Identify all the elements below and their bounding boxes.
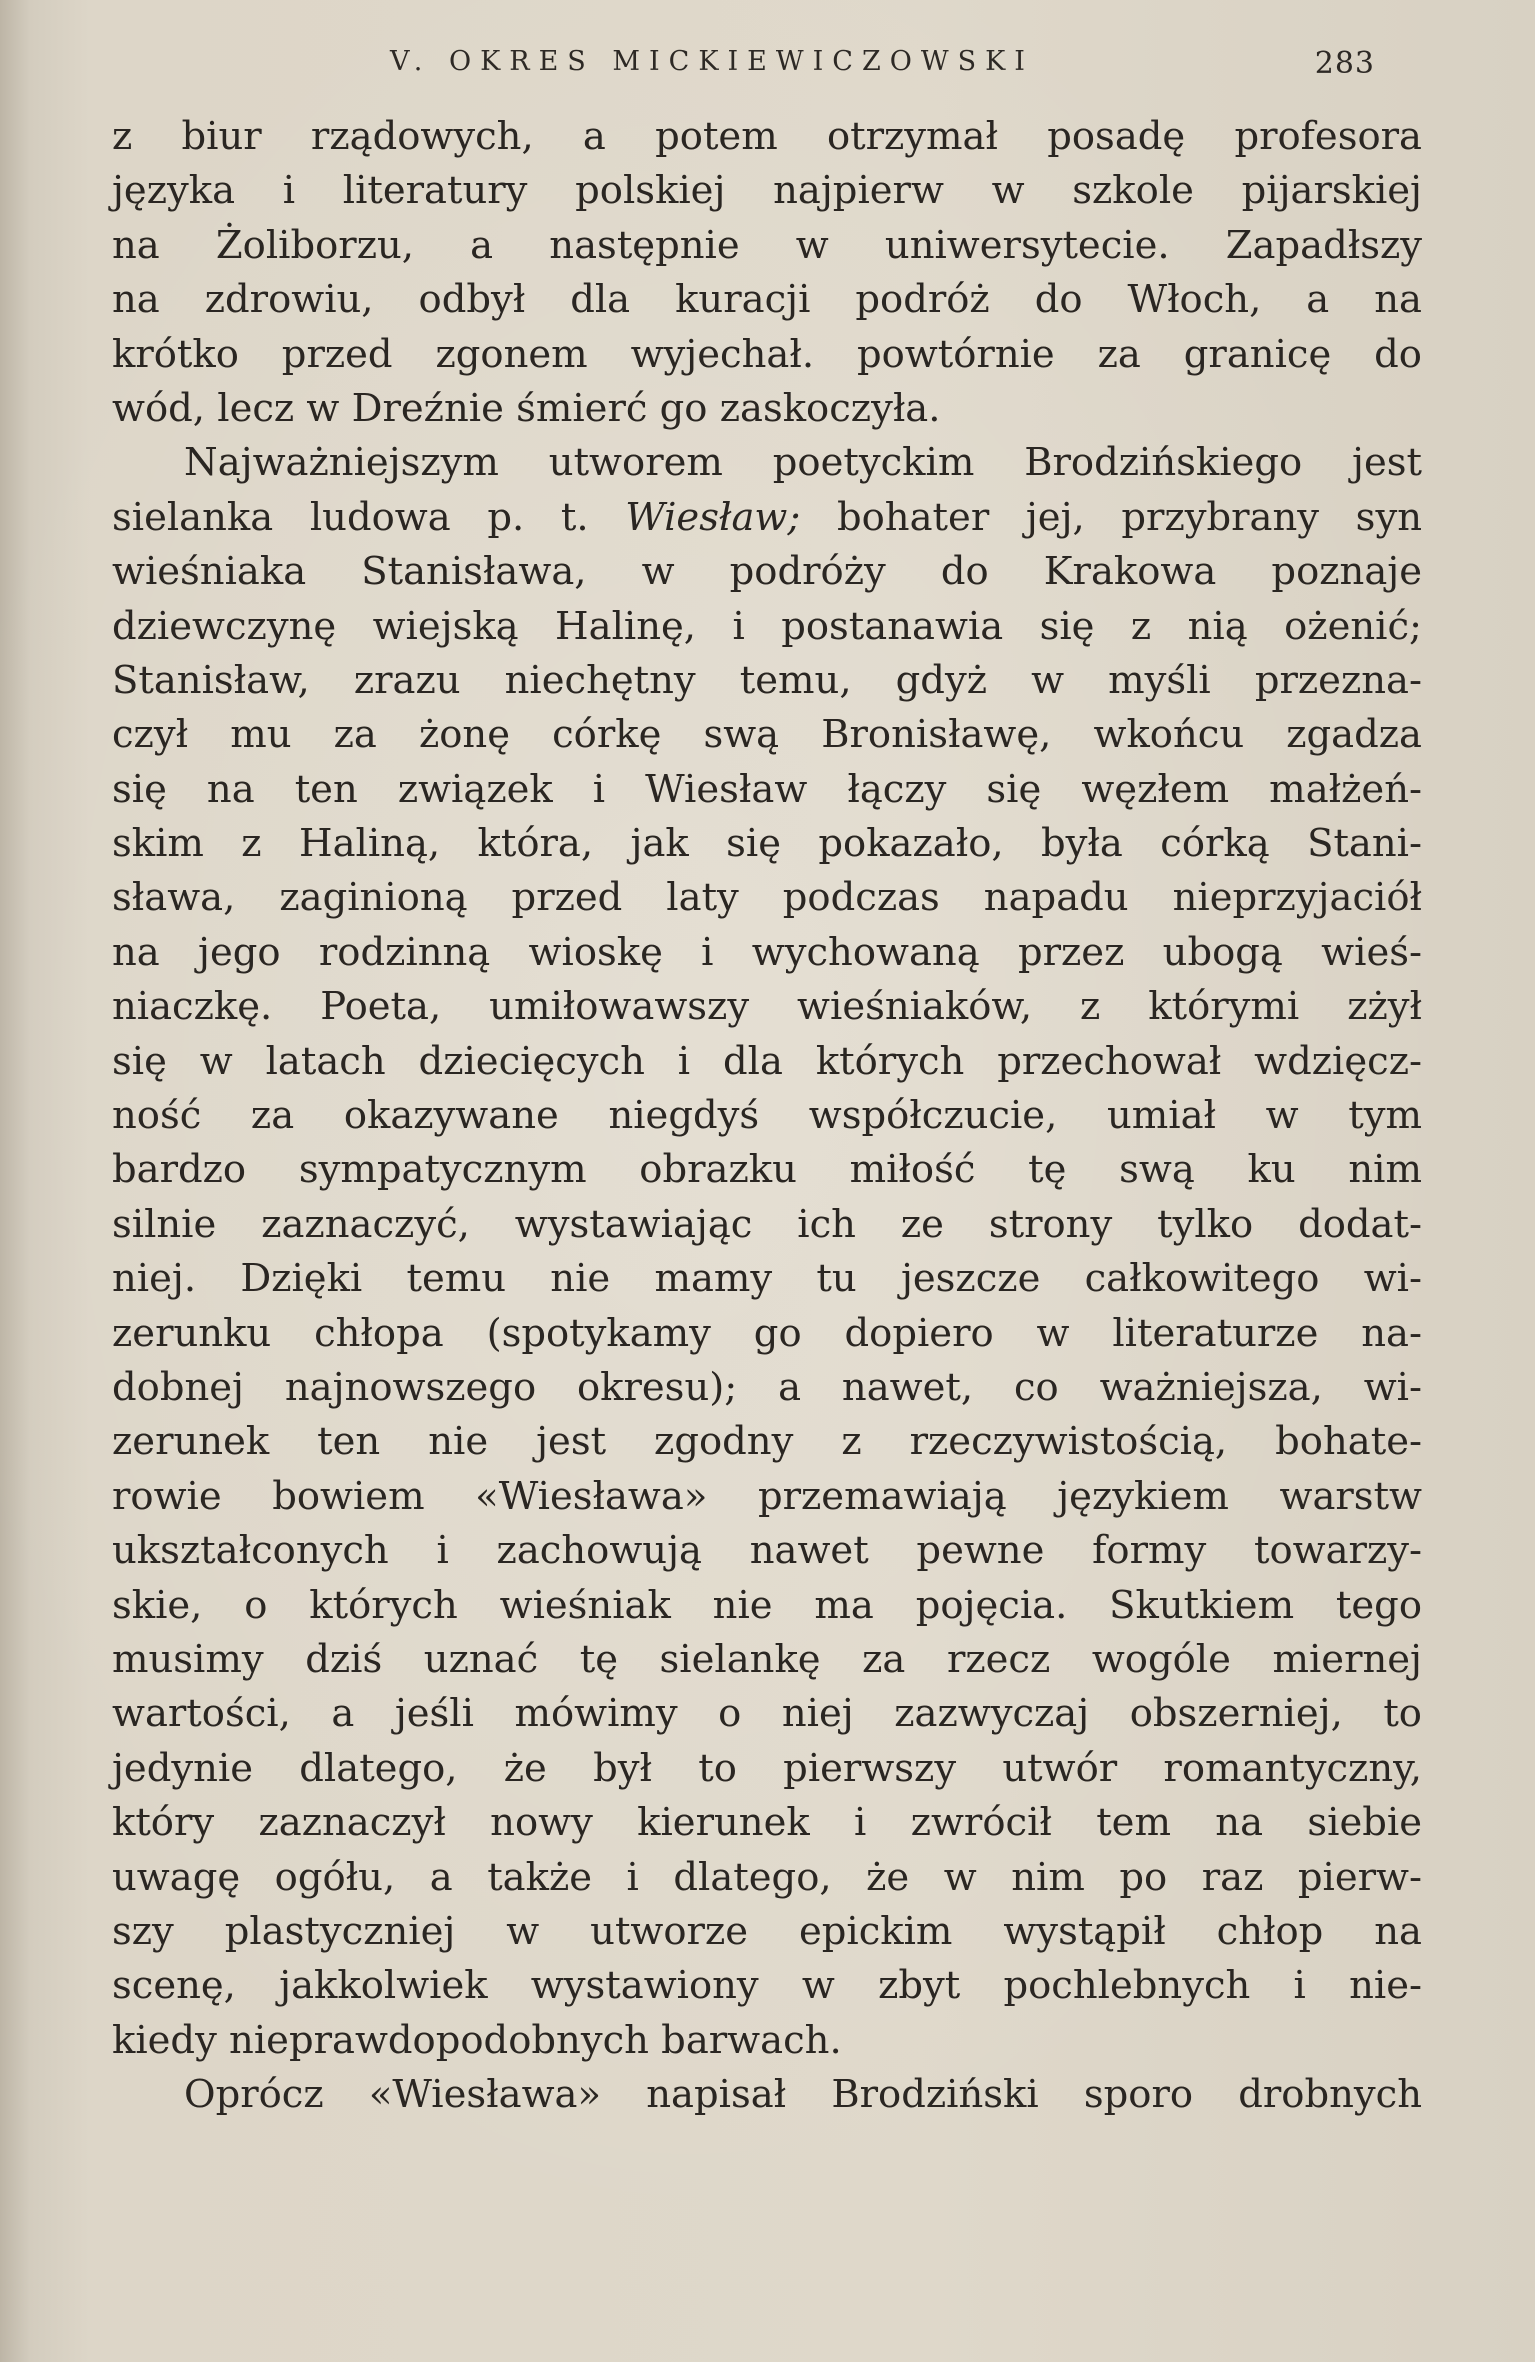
text-line: na Żoliborzu, a następnie w uniwersytecie. Zapadłszy (112, 222, 1422, 268)
text-line: szy plastyczniej w utworze epickim wystąpił chłop na (112, 1908, 1422, 1954)
work-title: Wiesław; (625, 494, 801, 540)
running-head: V. OKRES MICKIEWICZOWSKI (390, 46, 1034, 77)
text-line: wartości, a jeśli mówimy o niej zazwyczaj obszerniej, to (112, 1691, 1422, 1737)
text-line: skim z Haliną, która, jak się pokazało, była córką Stani- (112, 821, 1422, 867)
text-line (112, 491, 1422, 545)
text-line: kiedy nieprawdopodobnych barwach. (112, 2017, 842, 2063)
text-line: się w latach dziecięcych i dla których przechował wdzięcz- (112, 1038, 1422, 1084)
page-header (110, 46, 1375, 86)
text-span: bohater jej, przybrany syn (800, 494, 1422, 540)
text-line: sława, zaginioną przed laty podczas napadu nieprzyjaciół (112, 875, 1422, 921)
text-line: zerunek ten nie jest zgodny z rzeczywistością, bohate- (112, 1419, 1422, 1465)
text-span: sielanka ludowa p. t. (112, 494, 626, 540)
paragraph (112, 436, 1422, 2068)
text-line: ukształconych i zachowują nawet pewne formy towarzy- (112, 1528, 1422, 1574)
text-line: na zdrowiu, odbył dla kuracji podróż do Włoch, a na (112, 277, 1422, 323)
text-line: skie, o których wieśniak nie ma pojęcia. Skutkiem tego (112, 1582, 1422, 1628)
text-line: który zaznaczył nowy kierunek i zwrócił tem na siebie (112, 1800, 1422, 1846)
paragraph (112, 2068, 1422, 2122)
text-line: języka i literatury polskiej najpierw w szkole pijarskiej (112, 168, 1422, 214)
text-line: jedynie dlatego, że był to pierwszy utwór romantyczny, (112, 1745, 1422, 1791)
text-line: rowie bowiem «Wiesława» przemawiają językiem warstw (112, 1473, 1422, 1519)
page-number: 283 (1314, 46, 1375, 81)
text-line: ność za okazywane niegdyś współczucie, umiał w tym (112, 1093, 1422, 1139)
body-text (112, 110, 1422, 2122)
text-line: dziewczynę wiejską Halinę, i postanawia się z nią ożenić; (112, 603, 1422, 649)
text-line: zerunku chłopa (spotykamy go dopiero w literaturze na- (112, 1310, 1422, 1356)
text-line: na jego rodzinną wioskę i wychowaną przez ubogą wieś- (112, 929, 1422, 975)
text-line: Najważniejszym utworem poetyckim Brodzińskiego jest (184, 440, 1422, 486)
text-line: krótko przed zgonem wyjechał. powtórnie za granicę do (112, 331, 1422, 377)
text-line: niej. Dzięki temu nie mamy tu jeszcze całkowitego wi- (112, 1256, 1422, 1302)
text-line: niaczkę. Poeta, umiłowawszy wieśniaków, z którymi zżył (112, 984, 1422, 1030)
text-line: scenę, jakkolwiek wystawiony w zbyt pochlebnych i nie- (112, 1963, 1422, 2009)
text-line: dobnej najnowszego okresu); a nawet, co ważniejsza, wi- (112, 1364, 1422, 1410)
text-line: czył mu za żonę córkę swą Bronisławę, wkońcu zgadza (112, 712, 1422, 758)
text-line: wieśniaka Stanisława, w podróży do Krakowa poznaje (112, 549, 1422, 595)
text-line: uwagę ogółu, a także i dlatego, że w nim po raz pierw- (112, 1854, 1422, 1900)
text-line: z biur rządowych, a potem otrzymał posadę profesora (112, 114, 1422, 159)
text-line: Stanisław, zrazu niechętny temu, gdyż w myśli przezna- (112, 657, 1422, 703)
text-line: musimy dziś uznać tę sielankę za rzecz wogóle miernej (112, 1636, 1422, 1682)
text-line: silnie zaznaczyć, wystawiając ich ze strony tylko dodat- (112, 1201, 1422, 1247)
text-line: się na ten związek i Wiesław łączy się węzłem małżeń- (112, 766, 1422, 812)
paragraph (112, 110, 1422, 436)
text-line: Oprócz «Wiesława» napisał Brodziński sporo drobnych (184, 2072, 1422, 2118)
text-line: wód, lecz w Dreźnie śmierć go zaskoczyła. (112, 385, 941, 431)
text-line: bardzo sympatycznym obrazku miłość tę swą ku nim (112, 1147, 1422, 1193)
